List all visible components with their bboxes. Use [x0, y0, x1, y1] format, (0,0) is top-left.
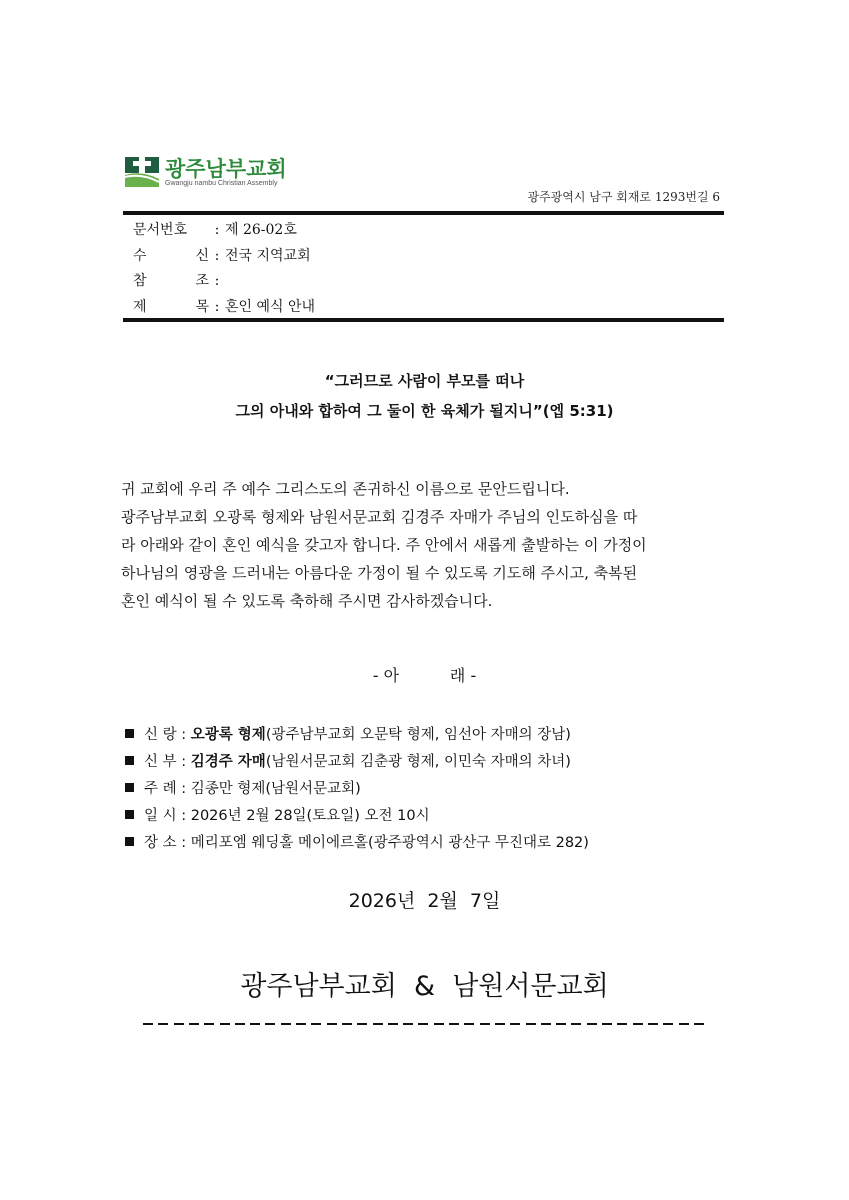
detail-label: 장 소 :: [144, 835, 191, 851]
dash-segment: [158, 1023, 168, 1025]
church-address: 광주광역시 남구 회재로 1293번길 6: [527, 190, 720, 204]
detail-groom: [125, 723, 571, 744]
church-cross-icon: [125, 155, 159, 189]
dash-segment: [434, 1023, 444, 1025]
dash-segment: [418, 1023, 428, 1025]
dash-segment: [633, 1023, 643, 1025]
dash-segment: [296, 1023, 306, 1025]
dash-segment: [174, 1023, 184, 1025]
dash-segment: [220, 1023, 230, 1025]
bride-name: 김경주 자매: [190, 754, 266, 770]
dash-segment: [571, 1023, 581, 1025]
datetime-value: 2026년 2월 28일(토요일) 오전 10시: [190, 808, 430, 824]
notice-heading: - 아 래 -: [372, 666, 477, 685]
dash-segment: [281, 1023, 291, 1025]
dash-segment: [541, 1023, 551, 1025]
verse-line-1: “그러므로 사람이 부모를 떠나: [324, 372, 525, 390]
dash-segment: [265, 1023, 275, 1025]
top-rule: [123, 211, 724, 215]
dash-segment: [617, 1023, 627, 1025]
detail-venue: [125, 831, 589, 852]
venue-value: 메리포엠 웨딩홀 메이에르홀(광주광역시 광산구 무진대로 282): [190, 835, 589, 851]
logo-name: 광주남부교회: [165, 157, 287, 181]
dash-segment: [648, 1023, 658, 1025]
dash-segment: [449, 1023, 459, 1025]
body-line-1: 귀 교회에 우리 주 예수 그리스도의 존귀하신 이름으로 문안드립니다.: [121, 480, 570, 498]
square-bullet-icon: [125, 837, 134, 846]
square-bullet-icon: [125, 729, 134, 738]
dash-segment: [403, 1023, 413, 1025]
dash-segment: [250, 1023, 260, 1025]
dash-segment: [556, 1023, 566, 1025]
dash-segment: [204, 1023, 214, 1025]
dash-segment: [311, 1023, 321, 1025]
dash-segment: [480, 1023, 490, 1025]
dash-segment: [663, 1023, 673, 1025]
meta-reference: 참 조 :: [133, 270, 225, 290]
dash-segment: [357, 1023, 367, 1025]
body-line-5: 혼인 예식이 될 수 있도록 축하해 주시면 감사하겠습니다.: [121, 592, 493, 610]
issue-date: 2026년 2월 7일: [348, 890, 501, 912]
dash-segment: [327, 1023, 337, 1025]
meta-value: 전국 지역교회: [225, 248, 311, 264]
meta-value: 제 26-02호: [225, 222, 297, 238]
detail-officiant: [125, 777, 361, 798]
signature-dash-line: [143, 1023, 709, 1029]
body-line-2: 광주남부교회 오광록 형제와 남원서문교회 김경주 자매가 주님의 인도하심을 따: [121, 508, 638, 526]
meta-label: 문서번호: [133, 222, 188, 238]
detail-label: 신 부 :: [144, 754, 191, 770]
dash-segment: [388, 1023, 398, 1025]
body-line-3: 라 아래와 같이 혼인 예식을 갖고자 합니다. 주 안에서 새롭게 출발하는 이 가정이: [121, 536, 647, 554]
dash-segment: [679, 1023, 689, 1025]
church-logo: [125, 153, 325, 193]
detail-label: 일 시 :: [144, 808, 191, 824]
bottom-rule: [123, 318, 724, 322]
dash-segment: [235, 1023, 245, 1025]
dash-segment: [373, 1023, 383, 1025]
meta-doc-number: 문서번호 : 제 26-02호: [133, 219, 297, 239]
detail-label: 신 랑 :: [144, 727, 191, 743]
meta-subject: 제 목 : 혼인 예식 안내: [133, 296, 315, 316]
meta-value: 혼인 예식 안내: [225, 299, 316, 315]
dash-segment: [694, 1023, 704, 1025]
dash-segment: [189, 1023, 199, 1025]
meta-label: 제 목: [133, 299, 209, 315]
officiant-value: 김종만 형제(남원서문교회): [190, 781, 361, 797]
dash-segment: [342, 1023, 352, 1025]
dash-segment: [464, 1023, 474, 1025]
meta-label: 수 신: [133, 248, 209, 264]
dash-segment: [602, 1023, 612, 1025]
square-bullet-icon: [125, 783, 134, 792]
groom-name: 오광록 형제: [190, 727, 266, 743]
detail-label: 주 례 :: [144, 781, 191, 797]
bride-desc: (남원서문교회 김춘광 형제, 이민숙 자매의 차녀): [265, 754, 571, 770]
detail-bride: [125, 750, 571, 771]
square-bullet-icon: [125, 756, 134, 765]
sender-names: 광주남부교회 & 남원서문교회: [240, 971, 609, 1002]
dash-segment: [143, 1023, 153, 1025]
body-line-4: 하나님의 영광을 드러내는 아름다운 가정이 될 수 있도록 기도해 주시고, 축복된: [121, 564, 638, 582]
meta-label: 참 조: [133, 273, 209, 289]
verse-line-2: 그의 아내와 합하여 그 둘이 한 육체가 될지니”(엡 5:31): [235, 402, 614, 420]
detail-datetime: [125, 804, 430, 825]
meta-recipient: 수 신 : 전국 지역교회: [133, 245, 311, 265]
dash-segment: [526, 1023, 536, 1025]
logo-subtitle: Gwangju nambu Christian Assembly: [165, 180, 278, 187]
dash-segment: [510, 1023, 520, 1025]
groom-desc: (광주남부교회 오문탁 형제, 임선아 자매의 장남): [265, 727, 571, 743]
square-bullet-icon: [125, 810, 134, 819]
dash-segment: [495, 1023, 505, 1025]
dash-segment: [587, 1023, 597, 1025]
